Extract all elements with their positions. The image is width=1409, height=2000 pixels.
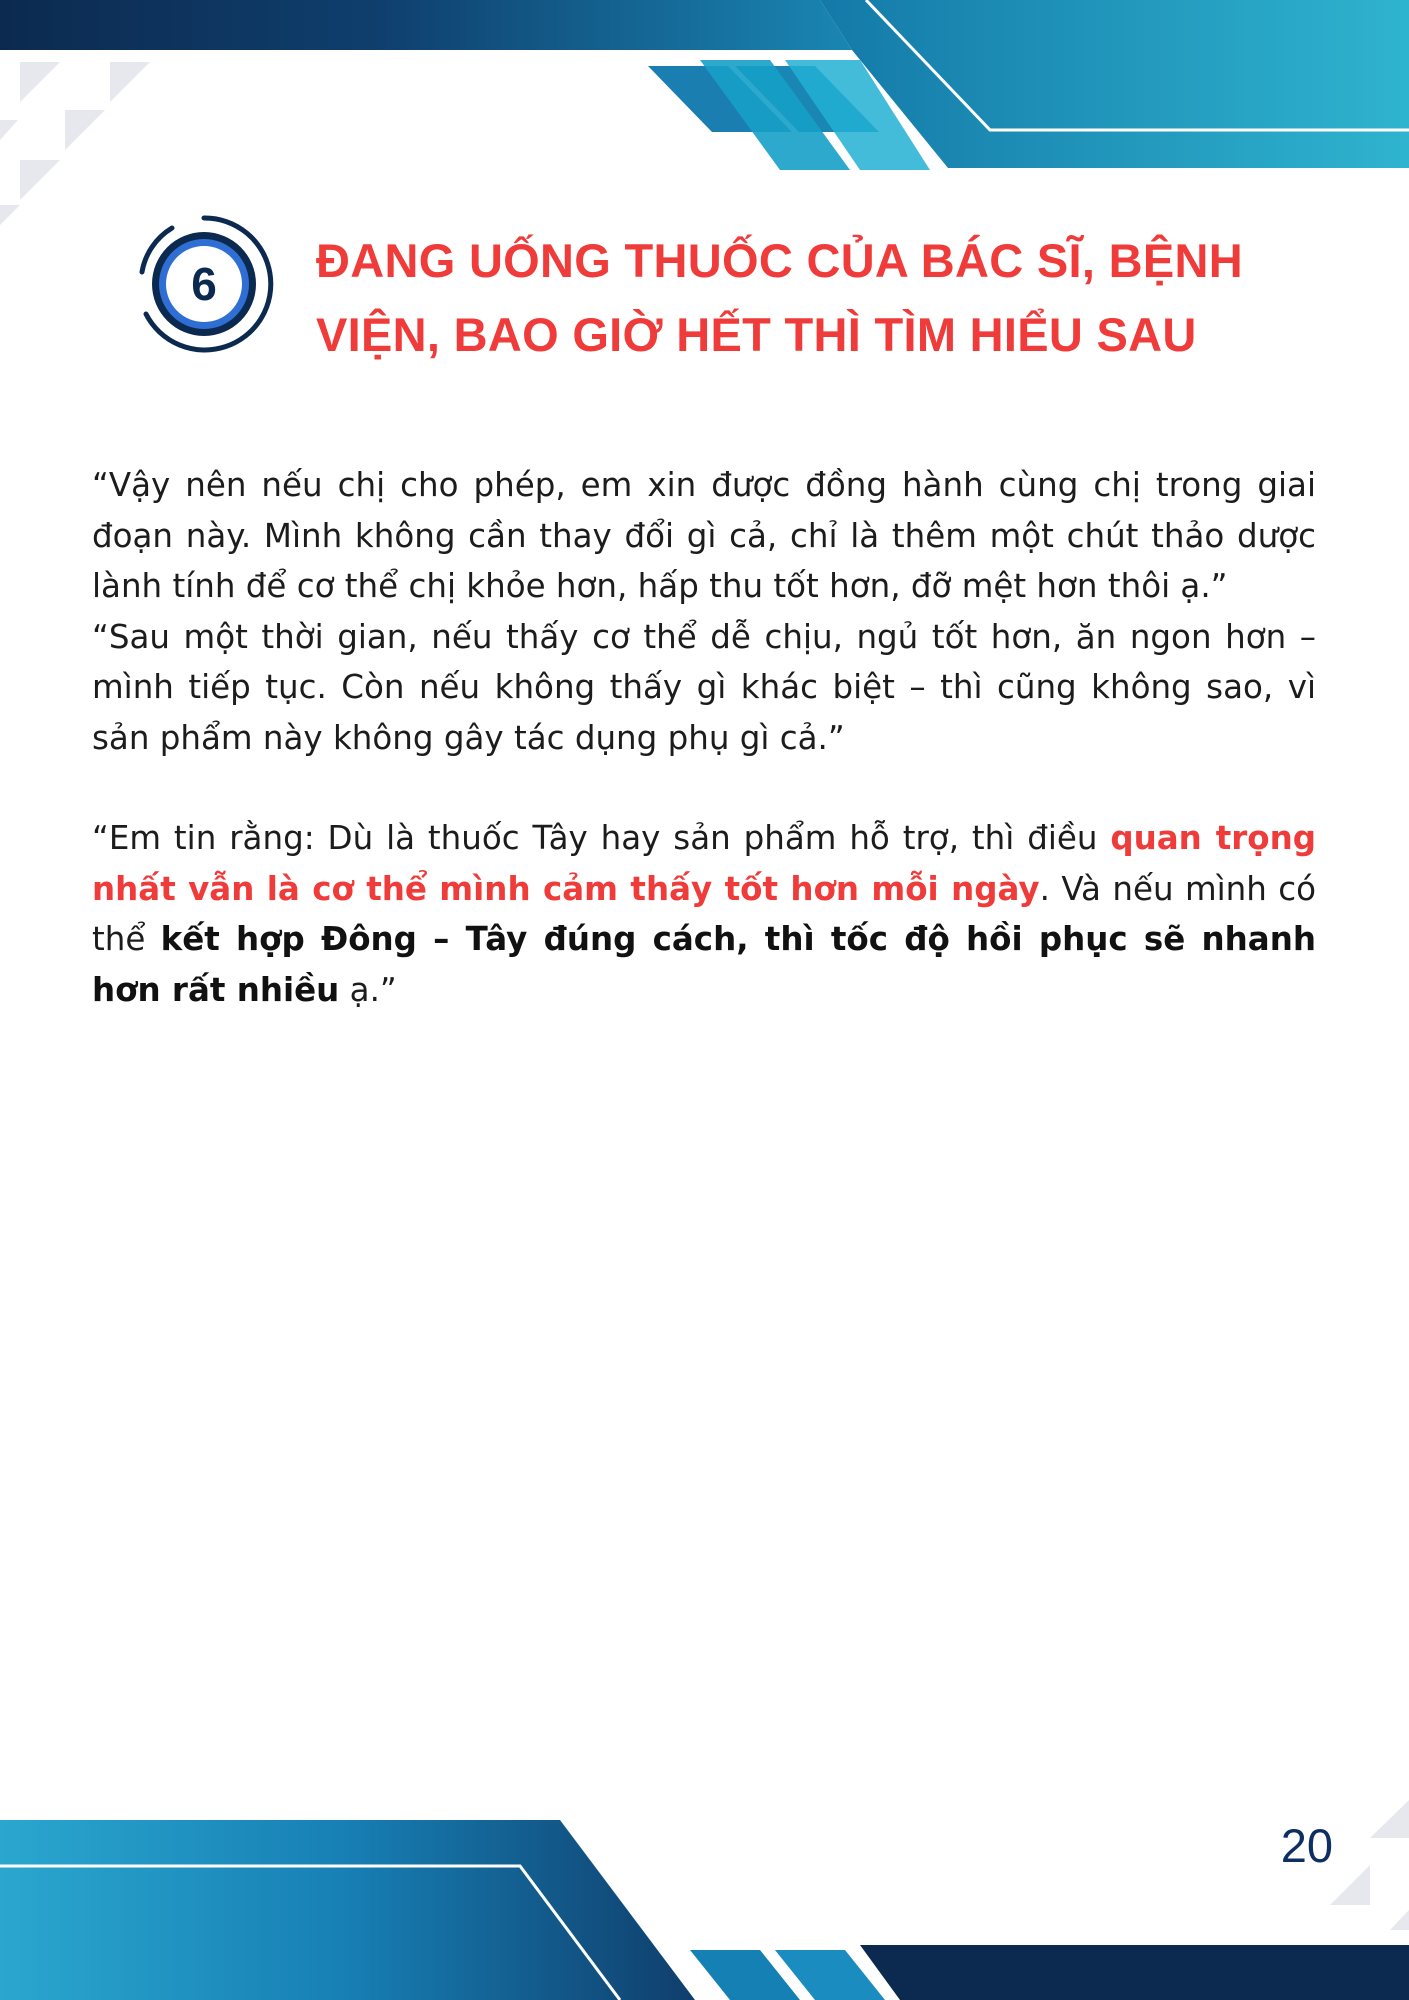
paragraph-2: “Sau một thời gian, nếu thấy cơ thể dễ chịu, ngủ tốt hơn, ăn ngon hơn – mình tiếp tục. Còn nếu không thấy gì khác biệt – thì cũng không sao, vì sản phẩm này không gây tác dụng phụ gì cả.” [92,617,1316,757]
page-number: 20 [1280,1819,1333,1872]
paragraph-3-bold: kết hợp Đông – Tây đúng cách, thì tốc độ hồi phục sẽ nhanh hơn rất nhiều [92,920,1316,1009]
bottom-banner [0,1820,1409,2000]
corner-triangles-top-left [0,62,150,225]
section-number: 6 [191,258,217,310]
paragraph-1: “Vậy nên nếu chị cho phép, em xin được đồng hành cùng chị trong giai đoạn này. Mình không cần thay đổi gì cả, chỉ là thêm một chút thảo dược lành tính để cơ thể chị khỏe hơn, hấp thu tốt hơn, đỡ mệt hơn thôi ạ.” [92,466,1316,605]
corner-triangles-bottom-right [1330,1800,1409,1930]
paragraph-3-highlight: quan trọng nhất vẫn là cơ thể mình cảm thấy tốt hơn mỗi ngày [92,819,1316,908]
paragraph-3 [92,813,1316,1015]
paragraph-3-part-c: ạ.” [339,970,397,1009]
top-banner [0,0,1409,170]
paragraph-3-part-a: “Em tin rằng: Dù là thuốc Tây hay sản phẩm hỗ trợ, thì điều [92,819,1111,857]
numbered-circle-icon [132,212,276,356]
paragraph-3-part-b: . Và nếu mình có thể [92,869,1317,958]
title-line-2: VIỆN, BAO GIỜ HẾT THÌ TÌM HIỂU SAU [316,308,1197,361]
title-line-1: ĐANG UỐNG THUỐC CỦA BÁC SĨ, BỆNH [316,234,1243,287]
body-text [92,460,1316,1015]
page-title [316,224,1346,372]
